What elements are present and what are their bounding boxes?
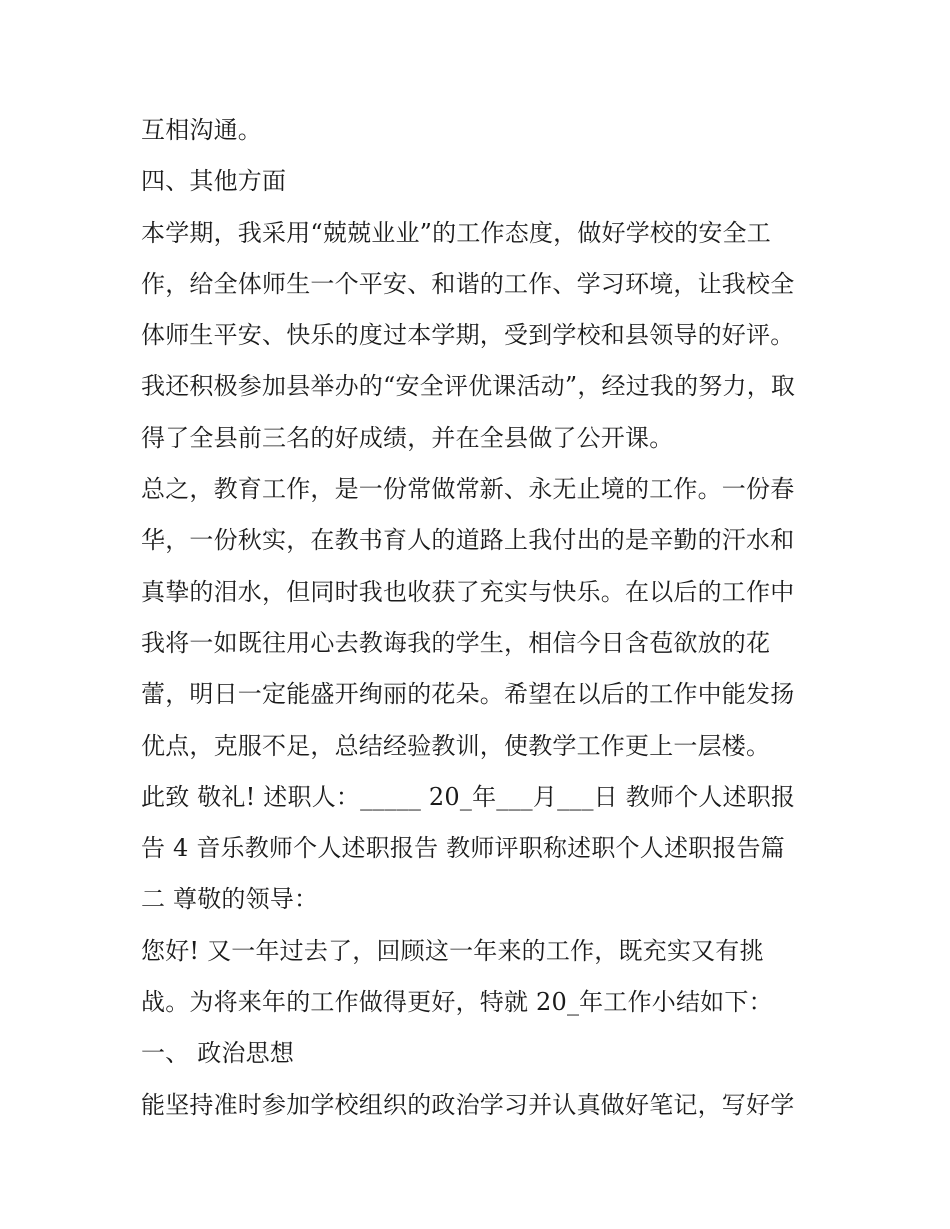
text-line: 优点，克服不足，总结经验教训，使教学工作更上一层楼。 [141,731,771,760]
text-line: 华，一份秋实，在教书育人的道路上我付出的是辛勤的汗水和 [141,526,795,555]
text-line: 告 4 音乐教师个人述职报告 教师评职称述职个人述职报告篇 [141,834,785,863]
text-line: 战。为将来年的工作做得更好，特就 20_年工作小结如下： [141,988,773,1017]
text-line: 总之，教育工作，是一份常做常新、永无止境的工作。一份春 [141,475,795,504]
text-line: 真挚的泪水，但同时我也收获了充实与快乐。在以后的工作中 [141,577,795,606]
section-heading: 四、其他方面 [141,167,287,196]
document-body [141,105,821,1131]
text-line: 得了全县前三名的好成绩，并在全县做了公开课。 [141,423,674,452]
text-line: 二 尊敬的领导： [141,885,319,914]
text-line: 我还积极参加县举办的“安全评优课活动”，经过我的努力，取 [141,372,796,401]
text-line: 本学期，我采用“兢兢业业”的工作态度，做好学校的安全工 [141,218,771,247]
text-line: 互相沟通。 [141,116,262,144]
text-line: 此致 敬礼! 述职人：_____ 20_年___月___日 教师个人述职报 [141,782,796,811]
text-line: 体师生平安、快乐的度过本学期，受到学校和县领导的好评。 [141,321,795,350]
text-line: 我将一如既往用心去教诲我的学生，相信今日含苞欲放的花 [141,628,771,657]
text-line: 作，给全体师生一个平安、和谐的工作、学习环境，让我校全 [141,269,795,298]
text-line: 蕾，明日一定能盛开绚丽的花朵。希望在以后的工作中能发扬 [141,680,795,709]
section-heading: 一、 政治思想 [141,1039,295,1068]
text-line: 您好! 又一年过去了，回顾这一年来的工作，既充实又有挑 [141,936,764,965]
text-line: 能坚持准时参加学校组织的政治学习并认真做好笔记，写好学 [141,1090,795,1119]
